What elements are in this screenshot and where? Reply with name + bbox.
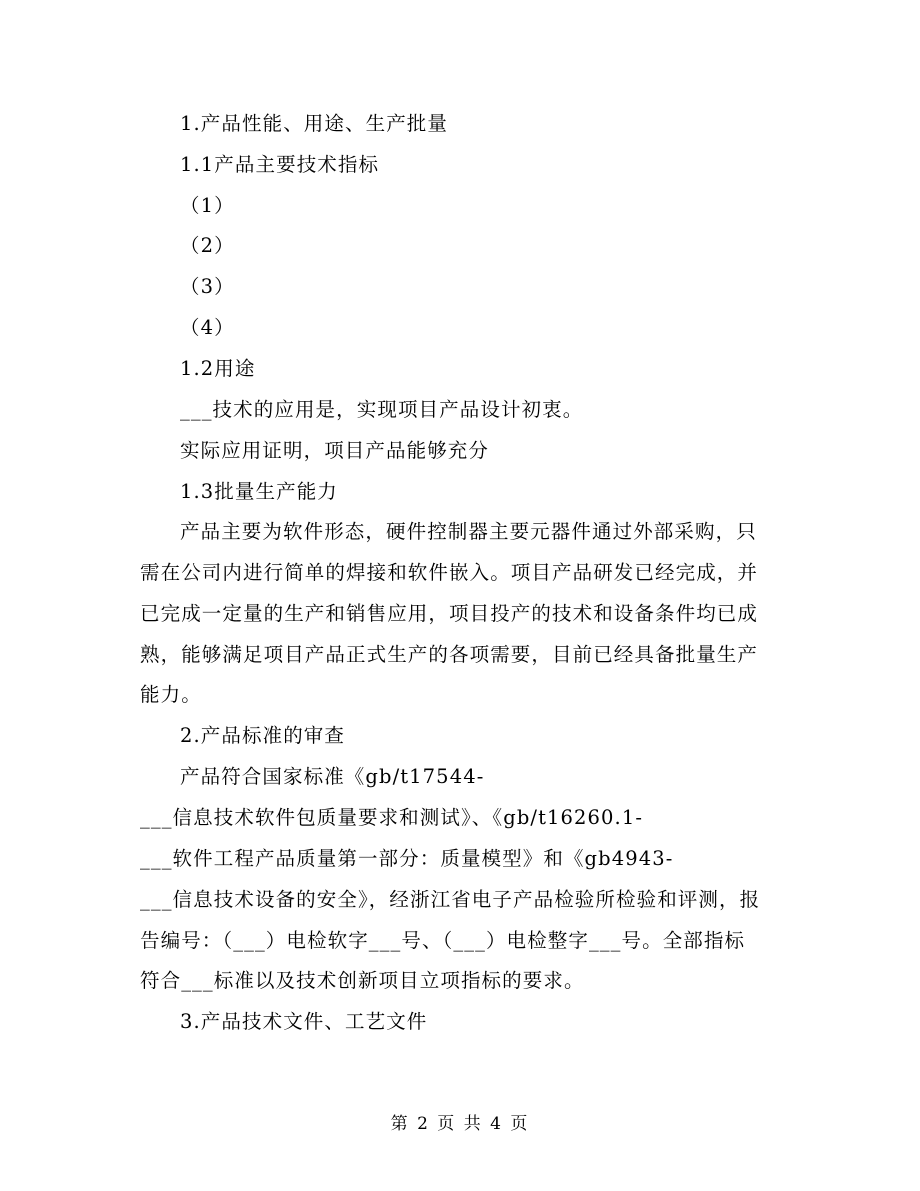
paragraph-capacity-line-2: 需在公司内进行简单的焊接和软件嵌入。项目产品研发已经完成，并 xyxy=(140,561,759,584)
paragraph-standard-line-1: 产品符合国家标准《gb/t17544- xyxy=(180,765,485,788)
list-item-3: （3） xyxy=(180,275,235,298)
heading-standard-review: 2.产品标准的审查 xyxy=(180,724,346,747)
heading-technical-indicators: 1.1产品主要技术指标 xyxy=(180,153,380,176)
paragraph-usage-2: 实际应用证明，项目产品能够充分 xyxy=(180,439,490,462)
paragraph-capacity-line-3: 已完成一定量的生产和销售应用，项目投产的技术和设备条件均已成 xyxy=(140,602,759,625)
paragraph-capacity-line-5: 能力。 xyxy=(140,683,202,706)
paragraph-standard-line-3: ___软件工程产品质量第一部分：质量模型》和《gb4943- xyxy=(140,847,674,870)
heading-technical-documents: 3.产品技术文件、工艺文件 xyxy=(180,1010,428,1033)
paragraph-capacity-line-1: 产品主要为软件形态，硬件控制器主要元器件通过外部采购，只 xyxy=(180,520,757,543)
paragraph-standard-line-5: 告编号：（___）电检软字___号、（___）电检整字___号。全部指标 xyxy=(140,929,746,952)
paragraph-capacity-line-4: 熟，能够满足项目产品正式生产的各项需要，目前已经具备批量生产 xyxy=(140,643,759,666)
paragraph-standard-line-4: ___信息技术设备的安全》，经浙江省电子产品检验所检验和评测，报 xyxy=(140,888,761,911)
paragraph-standard-line-6: 符合___标准以及技术创新项目立项指标的要求。 xyxy=(140,969,585,992)
list-item-1: （1） xyxy=(180,194,235,217)
paragraph-standard-line-2: ___信息技术软件包质量要求和测试》、《gb/t16260.1- xyxy=(140,806,644,829)
page-number-footer: 第 2 页 共 4 页 xyxy=(390,1114,530,1134)
paragraph-usage-1: ___技术的应用是，实现项目产品设计初衷。 xyxy=(180,398,584,421)
heading-batch-capacity: 1.3批量生产能力 xyxy=(180,480,338,503)
list-item-2: （2） xyxy=(180,234,235,257)
heading-product-performance: 1.产品性能、用途、生产批量 xyxy=(180,112,449,135)
list-item-4: （4） xyxy=(180,316,235,339)
heading-usage: 1.2用途 xyxy=(180,357,256,380)
